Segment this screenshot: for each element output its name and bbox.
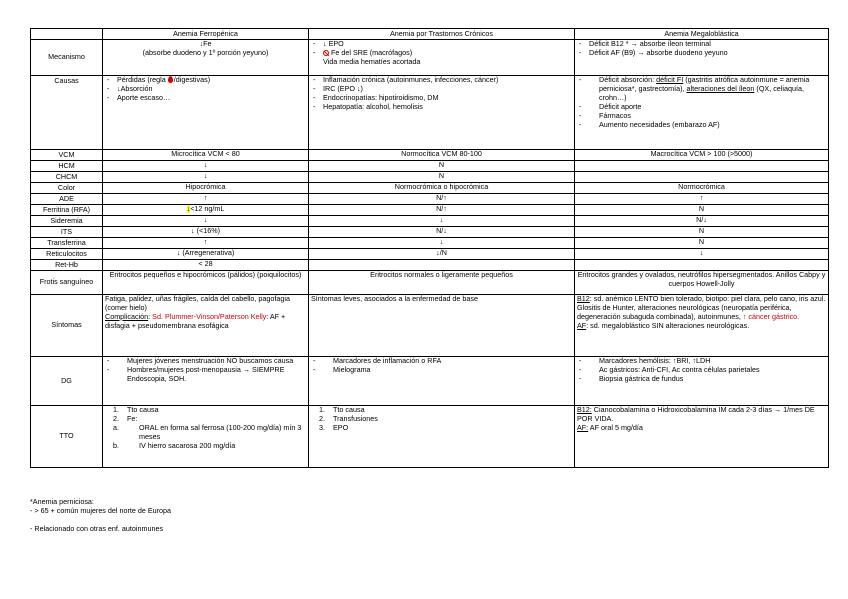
- row-its: [31, 227, 829, 238]
- row-label: VCM: [31, 150, 103, 161]
- cell-hcm-mega: [575, 161, 829, 172]
- row-label: ADE: [31, 194, 103, 205]
- footnote-line: - Relacionado con otras enf. autoinmunes: [30, 524, 164, 533]
- list-item: - Hepatopatía: alcohol, hemolisis: [311, 103, 572, 112]
- header-megaloblastica: Anemia Megaloblástica: [575, 29, 829, 40]
- row-label: Ferritina (RFA): [31, 205, 103, 216]
- row-label: DG: [31, 357, 103, 406]
- cell-mecanismo-mega: [575, 40, 829, 76]
- row-color: [31, 183, 829, 194]
- footnote-title: *Anemia perniciosa:: [30, 497, 94, 506]
- row-label: HCM: [31, 161, 103, 172]
- cell-its-mega: N: [575, 227, 829, 238]
- cell-dg-ferro: [103, 357, 309, 406]
- cell-dg-cronica: [309, 357, 575, 406]
- list-item: - IRC (EPO ↓): [311, 85, 572, 94]
- row-causas: [31, 76, 829, 150]
- row-rethb: [31, 260, 829, 271]
- blood-drop-icon: [168, 76, 173, 83]
- row-label: Reticulocitos: [31, 249, 103, 260]
- cell-chcm-mega: [575, 172, 829, 183]
- list-item: - Aumento necesidades (embarazo AF): [577, 121, 826, 130]
- list-item: - Déficit AF (B9) → absorbe duodeno yeyuno: [577, 49, 826, 58]
- row-label: TTO: [31, 406, 103, 468]
- cell-color-mega: Normocrómica: [575, 183, 829, 194]
- cell-reticulocitos-ferro: ↓ (Arregenerativa): [103, 249, 309, 260]
- cell-frotis-ferro: Eritrocitos pequeños e hipocrómicos (pálidos) (poiquilocitos): [103, 271, 309, 295]
- list-item: a. ORAL en forma sal ferrosa (100-200 mg/día) mín 3 meses: [113, 422, 302, 441]
- cell-hcm-ferro: ↓: [103, 161, 309, 172]
- list-item: - Mujeres jóvenes menstruación NO buscamos causa: [105, 357, 306, 366]
- list-item: 1. Tto causa: [113, 405, 159, 414]
- list-item: - Aporte escaso…: [105, 94, 306, 103]
- row-reticulocitos: [31, 249, 829, 260]
- row-label: Color: [31, 183, 103, 194]
- row-frotis: [31, 271, 829, 295]
- list-item: 2. Fe:: [113, 413, 138, 423]
- list-item: - Marcadores hemólisis: ↑BRI, ↑LDH: [577, 357, 826, 366]
- row-label: ITS: [31, 227, 103, 238]
- cell-dg-mega: [575, 357, 829, 406]
- footnotes: [30, 497, 171, 533]
- prohibited-icon: [323, 50, 329, 56]
- row-label: CHCM: [31, 172, 103, 183]
- header-empty: [31, 29, 103, 40]
- row-label: Síntomas: [31, 295, 103, 357]
- cell-its-ferro: ↓ (<16%): [103, 227, 309, 238]
- cell-sintomas-cronica: Síntomas leves, asociados a la enfermedad de base: [309, 295, 575, 357]
- cell-ferritina-mega: N: [575, 205, 829, 216]
- cell-color-cronica: Normocrómica o hipocrómica: [309, 183, 575, 194]
- row-label: Sideremia: [31, 216, 103, 227]
- list-item: - ↓ EPO: [311, 40, 572, 49]
- cell-vcm-cronica: Normocítica VCM 80-100: [309, 150, 575, 161]
- list-item: 2. Transfusiones: [319, 413, 378, 423]
- row-ferritina: [31, 205, 829, 216]
- list-item: - Mielograma: [311, 366, 572, 375]
- cell-text: (absorbe duodeno y 1º porción yeyuno): [142, 47, 269, 57]
- cell-sideremia-ferro: ↓: [103, 216, 309, 227]
- highlight-arrow: ↓: [186, 204, 191, 213]
- row-label: Mecanismo: [31, 40, 103, 76]
- list-item: - Pérdidas (regla /digestivas): [105, 76, 306, 85]
- list-item: - Endocrinopatías: hipotiroidismo, DM: [311, 94, 572, 103]
- cell-rethb-ferro: < 28: [103, 260, 309, 271]
- header-cronicos: Anemia por Trastornos Crónicos: [309, 29, 575, 40]
- row-transferrina: [31, 238, 829, 249]
- header-row: [31, 29, 829, 40]
- list-item: - Hombres/mujeres post-menopausia → SIEMPRE Endoscopia, SOH.: [105, 366, 306, 384]
- row-ade: [31, 194, 829, 205]
- footnote-line: - > 65 + común mujeres del norte de Europa: [30, 506, 172, 515]
- cell-mecanismo-ferro: [103, 40, 309, 76]
- row-chcm: [31, 172, 829, 183]
- cell-its-cronica: N/↓: [309, 227, 575, 238]
- list-item: 3. EPO: [319, 422, 349, 432]
- row-vcm: [31, 150, 829, 161]
- cell-ferritina-ferro: ↓<12 ng/mL: [103, 205, 309, 216]
- list-item: - Déficit absorción: déficit FI (gastritis atrófica autoinmune = anemia perniciosa*, gastrectomía), alteraciones del íleon (QX, celiaquía, crohn…): [577, 76, 826, 103]
- row-label: Ret-Hb: [31, 260, 103, 271]
- row-label: Causas: [31, 76, 103, 150]
- anemia-table-sheet: [30, 28, 828, 468]
- cell-sintomas-mega: B12: sd. anémico LENTO bien tolerado, biotipo: piel clara, pelo cano, iris azul. Glositis de Hunter, alteraciones neurológicas (neuropatía periférica, degeneración subaguda combinada), autoinmunes, ↑ cáncer gástrico. AF: sd. megaloblástico SIN alteraciones neurológicas.: [575, 295, 829, 357]
- cell-rethb-mega: [575, 260, 829, 271]
- row-label: Frotis sanguíneo: [31, 271, 103, 295]
- list-item: - Marcadores de inflamación o RFA: [311, 357, 572, 366]
- list-item: - Fármacos: [577, 112, 826, 121]
- list-item: b. IV hierro sacarosa 200 mg/día: [113, 440, 236, 450]
- cell-transferrina-ferro: ↑: [103, 238, 309, 249]
- list-item: Vida media hematíes acortada: [323, 56, 421, 66]
- row-label: Transferrina: [31, 238, 103, 249]
- list-item: - Déficit B12 * → absorbe íleon terminal: [577, 40, 826, 49]
- cell-sideremia-mega: N/↓: [575, 216, 829, 227]
- row-hcm: [31, 161, 829, 172]
- cell-transferrina-cronica: ↓: [309, 238, 575, 249]
- cell-chcm-cronica: N: [309, 172, 575, 183]
- row-tto: [31, 406, 829, 468]
- row-sideremia: [31, 216, 829, 227]
- cell-reticulocitos-cronica: ↓/N: [309, 249, 575, 260]
- cell-vcm-mega: Macrocítica VCM > 100 (>5000): [575, 150, 829, 161]
- cell-tto-mega: B12: Cianocobalamina o Hidroxicobalamina IM cada 2-3 días → 1/mes DE POR VIDA. AF: AF oral 5 mg/día: [575, 406, 829, 468]
- cell-sideremia-cronica: ↓: [309, 216, 575, 227]
- row-mecanismo: [31, 40, 829, 76]
- cell-ade-cronica: N/↑: [309, 194, 575, 205]
- cell-tto-ferro: [103, 406, 309, 468]
- cell-ade-ferro: ↑: [103, 194, 309, 205]
- cell-ferritina-cronica: N/↑: [309, 205, 575, 216]
- cell-ade-mega: ↑: [575, 194, 829, 205]
- cell-tto-cronica: [309, 406, 575, 468]
- list-item: - Biopsia gástrica de fundus: [577, 375, 826, 384]
- cell-transferrina-mega: N: [575, 238, 829, 249]
- header-ferropenica: Anemia Ferropénica: [103, 29, 309, 40]
- cell-causas-cronica: [309, 76, 575, 150]
- cell-chcm-ferro: ↓: [103, 172, 309, 183]
- list-item: - Inflamación crónica (autoinmunes, infecciones, cáncer): [311, 76, 572, 85]
- list-item: - Fe del SRE (macrófagos): [311, 49, 572, 58]
- cell-sintomas-ferro: Fatiga, palidez, uñas frágiles, caída del cabello, pagofagia (comer hielo) Complicación: Sd. Plummer-Vinson/Paterson Kelly: AF + disfagia + pseudomembrana esofágica: [103, 295, 309, 357]
- cell-reticulocitos-mega: ↓: [575, 249, 829, 260]
- cell-color-ferro: Hipocrómica: [103, 183, 309, 194]
- cell-frotis-cronica: Eritrocitos normales o ligeramente pequeños: [309, 271, 575, 295]
- cell-causas-ferro: [103, 76, 309, 150]
- cell-hcm-cronica: N: [309, 161, 575, 172]
- cell-frotis-mega: Eritrocitos grandes y ovalados, neutrófilos hipersegmentados. Anillos Cabpy y cuerpos Howell-Jolly: [575, 271, 829, 295]
- cell-mecanismo-cronica: [309, 40, 575, 76]
- row-dg: [31, 357, 829, 406]
- cell-text: ↓Fe: [199, 39, 212, 48]
- cell-causas-mega: [575, 76, 829, 150]
- row-sintomas: [31, 295, 829, 357]
- list-item: - ↓Absorción: [105, 85, 306, 94]
- anemia-comparison-table: [30, 28, 829, 468]
- cell-rethb-cronica: [309, 260, 575, 271]
- list-item: - Ac gástricos: Anti-CFI, Ac contra células parietales: [577, 366, 826, 375]
- cell-vcm-ferro: Microcítica VCM < 80: [103, 150, 309, 161]
- list-item: 1. Tto causa: [319, 405, 365, 414]
- list-item: - Déficit aporte: [577, 103, 826, 112]
